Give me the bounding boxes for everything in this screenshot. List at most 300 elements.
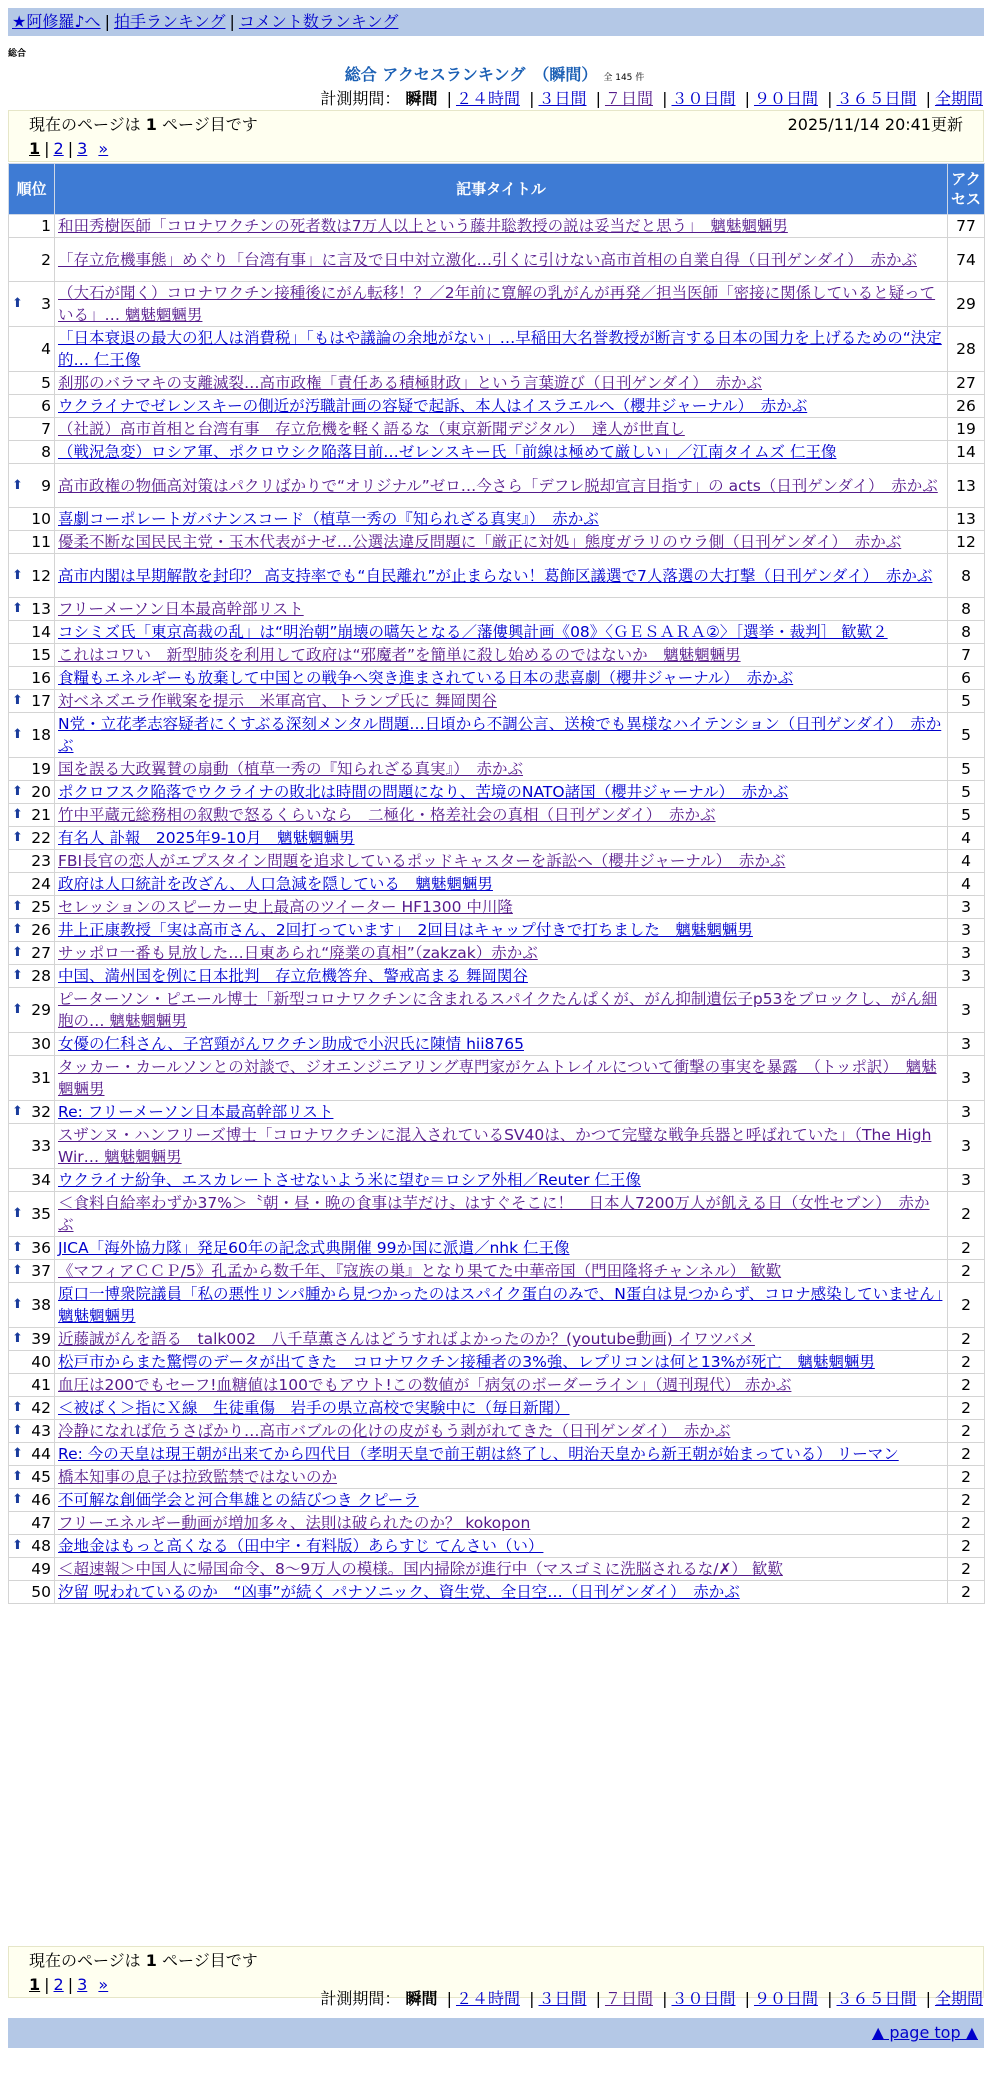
period-current: 瞬間 <box>405 89 438 108</box>
rank-cell <box>9 1260 55 1283</box>
article-title-link[interactable]: 井上正康教授「実は高市さん、2回打っています」 2回目はキャップ付きで打ちました 魑魅魍魎男 <box>58 921 753 939</box>
rank-cell <box>9 1420 55 1443</box>
title-cell <box>55 1124 948 1169</box>
rank-number: 1 <box>41 217 51 235</box>
rank-cell <box>9 1466 55 1489</box>
article-title-link[interactable]: 国を誤る大政翼賛の扇動（植草一秀の『知られざる真実』） 赤かぶ <box>58 760 524 778</box>
article-title-link[interactable]: 橋本知事の息子は拉致監禁ではないのか <box>58 1468 338 1486</box>
rank-number: 41 <box>31 1376 51 1394</box>
article-title-link[interactable]: フリーメーソン日本最高幹部リスト <box>58 600 304 618</box>
access-count: 2 <box>948 1512 985 1535</box>
rank-up-icon: ⬆ <box>12 1400 23 1415</box>
rank-cell <box>9 713 55 758</box>
title-cell <box>55 418 948 441</box>
pager-top: 現在のページは 1 ページ目です 2025/11/14 20:41更新 1 | 2 | 3 » <box>8 110 984 162</box>
article-title-link[interactable]: N党・立花孝志容疑者にくすぶる深刻メンタル問題…日頃から不調公言、送検でも異様なハイテンション（日刊ゲンダイ） 赤かぶ <box>58 715 942 755</box>
article-title-link[interactable]: ポクロフスク陥落でウクライナの敗北は時間の問題になり、苦境のNATO諸国（櫻井ジャーナル） 赤かぶ <box>58 783 789 801</box>
title-cell <box>55 464 948 508</box>
period-365d-link[interactable]: ３６５日間 <box>836 1989 917 2008</box>
access-count: 2 <box>948 1260 985 1283</box>
article-title-link[interactable]: （大石が聞く）コロナワクチン接種後にがん転移！？／2年前に寛解の乳がんが再発／担当医師「密接に関係していると疑っている」… 魑魅魍魎男 <box>58 284 936 324</box>
title-cell <box>55 1237 948 1260</box>
table-row <box>9 1489 985 1512</box>
rank-number: 6 <box>41 397 51 415</box>
article-title-link[interactable]: 不可解な創価学会と河合隼雄との結びつき クピーラ <box>58 1491 419 1509</box>
access-count: 5 <box>948 713 985 758</box>
page-top-link[interactable]: ▲ page top ▲ <box>871 2023 978 2042</box>
article-title-link[interactable]: タッカー・カールソンとの対談で、ジオエンジニアリング専門家がケムトレイルについて衝撃の事実を暴露 （トッポ訳） 魑魅魍魎男 <box>58 1058 937 1098</box>
rank-up-icon: ⬆ <box>12 693 23 708</box>
article-title-link[interactable]: 優柔不断な国民民主党・玉木代表がナゼ…公選法違反問題に「厳正に対処」態度ガラリのウラ側（日刊ゲンダイ） 赤かぶ <box>58 533 902 551</box>
article-title-link[interactable]: 中国、満州国を例に日本批判 存立危機答弁、警戒高まる 舞岡関谷 <box>58 967 528 985</box>
rank-cell <box>9 238 55 282</box>
article-title-link[interactable]: 金地金はもっと高くなる（田中宇・有料版）あらすじ てんさい（い） <box>58 1537 544 1555</box>
table-row <box>9 827 985 850</box>
access-count: 5 <box>948 781 985 804</box>
rank-number: 11 <box>31 533 51 551</box>
article-title-link[interactable]: フリーエネルギー動画が増加多々、法則は破られたのか？ kokopon <box>58 1514 531 1532</box>
table-row <box>9 781 985 804</box>
rank-number: 16 <box>31 669 51 687</box>
rank-cell <box>9 690 55 713</box>
rank-cell <box>9 873 55 896</box>
item-count: 全 145 件 <box>603 73 645 83</box>
period-current: 瞬間 <box>405 1989 438 2008</box>
page-1-current: 1 <box>29 1975 41 1994</box>
rank-cell <box>9 372 55 395</box>
rank-up-icon: ⬆ <box>12 968 23 983</box>
rank-up-icon: ⬆ <box>12 477 23 493</box>
rank-number: 38 <box>31 1296 51 1314</box>
rank-cell <box>9 1169 55 1192</box>
rank-cell <box>9 441 55 464</box>
article-title-link[interactable]: ウクライナ紛争、エスカレートさせないよう米に望む＝ロシア外相／Reuter 仁王像 <box>58 1171 641 1189</box>
title-cell <box>55 1535 948 1558</box>
rank-number: 31 <box>31 1069 51 1087</box>
rank-up-icon: ⬆ <box>12 1002 23 1017</box>
rank-number: 21 <box>31 806 51 824</box>
article-title-link[interactable]: FBI長官の恋人がエプスタイン問題を追求しているポッドキャスターを訴訟へ（櫻井ジャーナル） 赤かぶ <box>58 852 786 870</box>
article-title-link[interactable]: 近藤誠がんを語る talk002 八千草薫さんはどうすればよかったのか？(youtube動画) イワツバメ <box>58 1330 755 1348</box>
rank-cell <box>9 1581 55 1604</box>
table-row <box>9 1124 985 1169</box>
access-count: 8 <box>948 598 985 621</box>
article-title-link[interactable]: 冷静になれば危うさばかり…高市バブルの化けの皮がもう剥がれてきた（日刊ゲンダイ） 赤かぶ <box>58 1422 731 1440</box>
rank-number: 36 <box>31 1239 51 1257</box>
rank-cell <box>9 464 55 508</box>
rank-number: 26 <box>31 921 51 939</box>
article-title-link[interactable]: これはコワい 新型肺炎を利用して政府は“邪魔者”を簡単に殺し始めるのではないか 魑魅魍魎男 <box>58 646 741 664</box>
rank-cell <box>9 1512 55 1535</box>
rank-number: 50 <box>31 1583 51 1601</box>
period-24h-link[interactable]: ２４時間 <box>455 89 520 108</box>
title-cell <box>55 781 948 804</box>
access-count: 4 <box>948 850 985 873</box>
col-rank-header: 順位 <box>9 164 55 215</box>
article-title-link[interactable]: 高市内閣は早期解散を封印？ 高支持率でも“自民離れ”が止まらない！葛飾区議選で7人落選の大打撃（日刊ゲンダイ） 赤かぶ <box>58 566 933 585</box>
category-label: 総合 <box>8 49 27 59</box>
separator: | <box>104 12 110 31</box>
table-row <box>9 621 985 644</box>
rank-cell <box>9 1558 55 1581</box>
rank-up-icon: ⬆ <box>12 727 23 742</box>
title-cell <box>55 873 948 896</box>
rank-number: 19 <box>31 760 51 778</box>
rank-number: 39 <box>31 1330 51 1348</box>
col-access-header: アクセス <box>948 164 985 215</box>
next-page-link[interactable]: » <box>98 139 109 158</box>
rank-number: 12 <box>31 566 51 585</box>
rank-number: 9 <box>41 476 51 495</box>
period-90d-link[interactable]: ９０日間 <box>753 1989 818 2008</box>
rank-up-icon: ⬆ <box>12 1240 23 1255</box>
rank-cell <box>9 1056 55 1101</box>
article-title-link[interactable]: 血圧は200でもセーフ!血糖値は100でもアウト!この数値が「病気のボーダーライン」（週刊現代） 赤かぶ <box>58 1376 792 1394</box>
period-365d-link[interactable]: ３６５日間 <box>836 89 917 108</box>
ranking-table <box>8 163 985 1604</box>
rank-cell <box>9 644 55 667</box>
page-3-link[interactable]: 3 <box>77 1975 88 1994</box>
table-row <box>9 850 985 873</box>
rank-cell <box>9 1351 55 1374</box>
access-count: 2 <box>948 1581 985 1604</box>
access-count: 4 <box>948 873 985 896</box>
page-3-link[interactable]: 3 <box>77 139 88 158</box>
rank-up-icon: ⬆ <box>12 1263 23 1278</box>
access-count: 5 <box>948 758 985 781</box>
access-count: 7 <box>948 644 985 667</box>
period-3d-link[interactable]: ３日間 <box>538 89 587 108</box>
period-30d-link[interactable]: ３０日間 <box>671 89 736 108</box>
article-title-link[interactable]: セレッションのスピーカー史上最高のツイーター HF1300 中川隆 <box>58 898 513 916</box>
article-title-link[interactable]: 有名人 訃報 2025年9-10月 魑魅魍魎男 <box>58 829 355 847</box>
title-cell <box>55 282 948 327</box>
rank-cell <box>9 988 55 1033</box>
table-row <box>9 1351 985 1374</box>
article-title-link[interactable]: ウクライナでゼレンスキーの側近が汚職計画の容疑で起訴、本人はイスラエルへ（櫻井ジャーナル） 赤かぶ <box>58 397 808 415</box>
rank-number: 47 <box>31 1514 51 1532</box>
period-24h-link[interactable]: ２４時間 <box>455 1989 520 2008</box>
article-title-link[interactable]: 「存立危機事態」めぐり「台湾有事」に言及で日中対立激化…引くに引けない高市首相の自業自得（日刊ゲンダイ） 赤かぶ <box>58 250 918 269</box>
rank-number: 15 <box>31 646 51 664</box>
title-cell <box>55 1558 948 1581</box>
rank-up-icon: ⬆ <box>12 1104 23 1119</box>
access-count: 26 <box>948 395 985 418</box>
rank-number: 33 <box>31 1137 51 1155</box>
access-count: 2 <box>948 1397 985 1420</box>
rank-up-icon: ⬆ <box>12 784 23 799</box>
separator: | <box>229 12 235 31</box>
pager-bottom: 現在のページは 1 ページ目です 1 | 2 | 3 » <box>8 1946 984 1998</box>
period-7d-link[interactable]: ７日間 <box>604 1989 653 2008</box>
col-title-header: 記事タイトル <box>55 164 948 215</box>
access-count: 2 <box>948 1351 985 1374</box>
period-7d-link[interactable]: ７日間 <box>604 89 653 108</box>
article-title-link[interactable]: 《マフィアＣＣＰ/5》孔孟から数千年、『寇族の巣』となり果てた中華帝国（門田隆将チャンネル） 歓歎 <box>58 1262 782 1280</box>
article-title-link[interactable]: 原口一博衆院議員「私の悪性リンパ腫から見つかったのはスパイク蛋白のみで、N蛋白は見つからず、コロナ感染していません」魑魅魍魎男 <box>58 1285 943 1325</box>
rank-up-icon: ⬆ <box>12 567 23 583</box>
article-title-link[interactable]: Re: フリーメーソン日本最高幹部リスト <box>58 1103 334 1121</box>
rank-number: 28 <box>31 967 51 985</box>
table-row <box>9 1581 985 1604</box>
rank-cell <box>9 827 55 850</box>
rank-cell <box>9 418 55 441</box>
rank-number: 43 <box>31 1422 51 1440</box>
rank-cell <box>9 804 55 827</box>
access-count: 77 <box>948 215 985 238</box>
rank-number: 48 <box>31 1537 51 1555</box>
rank-number: 25 <box>31 898 51 916</box>
rank-up-icon: ⬆ <box>12 945 23 960</box>
article-title-link[interactable]: （戦況急変）ロシア軍、ポクロウシク陥落目前…ゼレンスキー氏「前線は極めて厳しい」／江南タイムズ 仁王像 <box>58 443 837 461</box>
article-title-link[interactable]: 「日本衰退の最大の犯人は消費税」「もはや議論の余地がない」…早稲田大名誉教授が断言する日本の国力を上げるための“決定的… 仁王像 <box>58 329 942 369</box>
rank-number: 42 <box>31 1399 51 1417</box>
access-count: 19 <box>948 418 985 441</box>
table-row <box>9 942 985 965</box>
access-count: 2 <box>948 1420 985 1443</box>
page-2-link[interactable]: 2 <box>53 139 64 158</box>
title-cell <box>55 644 948 667</box>
table-row <box>9 395 985 418</box>
table-row <box>9 508 985 531</box>
rank-number: 18 <box>31 726 51 744</box>
rank-cell <box>9 554 55 598</box>
article-title-link[interactable]: サッポロ一番も見放した…日東あられ“廃業の真相”（zakzak）赤かぶ <box>58 944 538 962</box>
access-count: 3 <box>948 965 985 988</box>
rank-up-icon: ⬆ <box>12 1492 23 1507</box>
rank-cell <box>9 758 55 781</box>
rank-number: 46 <box>31 1491 51 1509</box>
article-title-link[interactable]: 竹中平蔵元総務相の叙勲で怒るくらいなら 二極化・格差社会の真相（日刊ゲンダイ） 赤かぶ <box>58 806 716 824</box>
article-title-link[interactable]: ピーターソン・ピエール博士「新型コロナワクチンに含まれるスパイクたんぱくが、がん抑制遺伝子p53をブロックし、がん細胞の… 魑魅魍魎男 <box>58 990 938 1030</box>
title-cell <box>55 850 948 873</box>
article-title-link[interactable]: コシミズ氏「東京高裁の乱」は“明治朝”崩壊の嚆矢となる／藩僂興計画《08》〈ＧＥＳＡＲＡ②〉［選挙・裁判］ 歓歎２ <box>58 623 888 641</box>
rank-cell <box>9 850 55 873</box>
article-title-link[interactable]: 女優の仁科さん、子宮頸がんワクチン助成で小沢氏に陳情 hii8765 <box>58 1035 524 1053</box>
rank-up-icon: ⬆ <box>12 1469 23 1484</box>
article-title-link[interactable]: Re: 今の天皇は現王朝が出来てから四代目（孝明天皇で前王朝は終了し、明治天皇から新王朝が始まっている） リーマン <box>58 1445 899 1463</box>
title-cell <box>55 896 948 919</box>
access-count: 2 <box>948 1535 985 1558</box>
clap-ranking-link[interactable]: 拍手ランキング <box>113 12 226 31</box>
access-count: 28 <box>948 327 985 372</box>
table-row <box>9 1192 985 1237</box>
rank-up-icon: ⬆ <box>12 922 23 937</box>
article-title-link[interactable]: ＜食料自給率わずか37%＞〝朝・昼・晩の食事は芋だけ〟はすぐそこに！ 日本人7200万人が飢える日（女性セブン） 赤かぶ <box>58 1194 930 1234</box>
title-cell <box>55 1397 948 1420</box>
rank-cell <box>9 942 55 965</box>
table-row <box>9 758 985 781</box>
rank-cell <box>9 1489 55 1512</box>
article-title-link[interactable]: 松戸市からまた驚愕のデータが出てきた コロナワクチン接種者の3%強、レプリコンは何と13%が死亡 魑魅魍魎男 <box>58 1353 875 1371</box>
article-title-link[interactable]: 対ベネズエラ作戦案を提示 米軍高官、トランプ氏に 舞岡関谷 <box>58 692 497 710</box>
access-count: 13 <box>948 464 985 508</box>
home-link[interactable]: ★阿修羅♪へ <box>12 12 101 31</box>
current-page-text: 現在のページは 1 ページ目です <box>29 115 258 134</box>
rank-cell <box>9 327 55 372</box>
period-30d-link[interactable]: ３０日間 <box>671 1989 736 2008</box>
access-count: 3 <box>948 1033 985 1056</box>
rank-number: 5 <box>41 374 51 392</box>
title-cell <box>55 1101 948 1124</box>
table-row <box>9 441 985 464</box>
rank-number: 23 <box>31 852 51 870</box>
rank-number: 20 <box>31 783 51 801</box>
title-cell <box>55 238 948 282</box>
article-title-link[interactable]: 高市政権の物価高対策はパクリばかりで“オリジナル”ゼロ…今さら「デフレ脱却宣言目指す」の acts（日刊ゲンダイ） 赤かぶ <box>58 476 938 495</box>
title-cell <box>55 327 948 372</box>
rank-cell <box>9 1237 55 1260</box>
access-count: 2 <box>948 1192 985 1237</box>
title-cell <box>55 1351 948 1374</box>
table-row <box>9 598 985 621</box>
comment-ranking-link[interactable]: コメント数ランキング <box>238 12 399 31</box>
table-row <box>9 1283 985 1328</box>
table-row <box>9 804 985 827</box>
table-row <box>9 644 985 667</box>
rank-cell <box>9 1535 55 1558</box>
top-nav-bar <box>8 8 984 36</box>
rank-up-icon: ⬆ <box>12 807 23 822</box>
access-count: 3 <box>948 919 985 942</box>
title-cell <box>55 713 948 758</box>
title-cell <box>55 554 948 598</box>
table-row <box>9 327 985 372</box>
period-90d-link[interactable]: ９０日間 <box>753 89 818 108</box>
access-count: 3 <box>948 1169 985 1192</box>
rank-number: 4 <box>41 340 51 358</box>
rank-up-icon: ⬆ <box>12 1423 23 1438</box>
table-row <box>9 965 985 988</box>
table-row <box>9 1328 985 1351</box>
title-cell <box>55 919 948 942</box>
title-cell <box>55 372 948 395</box>
rank-number: 45 <box>31 1468 51 1486</box>
rank-number: 8 <box>41 443 51 461</box>
title-cell <box>55 1581 948 1604</box>
table-row <box>9 1169 985 1192</box>
article-title-link[interactable]: 刹那のバラマキの支離滅裂…高市政権「責任ある積極財政」という言葉遊び（日刊ゲンダイ） 赤かぶ <box>58 374 763 392</box>
page-2-link[interactable]: 2 <box>53 1975 64 1994</box>
title-cell <box>55 215 948 238</box>
period-all-link[interactable]: 全期間 <box>934 89 983 108</box>
article-title-link[interactable]: ＜被ばく＞指にＸ線 生徒重傷 岩手の県立高校で実験中に（毎日新聞） <box>58 1399 570 1417</box>
title-cell <box>55 441 948 464</box>
access-count: 2 <box>948 1237 985 1260</box>
table-row <box>9 1535 985 1558</box>
title-cell <box>55 1260 948 1283</box>
title-cell <box>55 942 948 965</box>
rank-number: 24 <box>31 875 51 893</box>
article-title-link[interactable]: スザンヌ・ハンフリーズ博士「コロナワクチンに混入されているSV40は、かつて完璧な戦争兵器と呼ばれていた」（The HighWir… 魑魅魍魎男 <box>58 1126 932 1166</box>
rank-number: 32 <box>31 1103 51 1121</box>
table-row <box>9 873 985 896</box>
table-row <box>9 988 985 1033</box>
rank-number: 44 <box>31 1445 51 1463</box>
page-1-current: 1 <box>29 139 41 158</box>
rank-up-icon: ⬆ <box>12 1446 23 1461</box>
access-count: 2 <box>948 1283 985 1328</box>
access-count: 3 <box>948 988 985 1033</box>
table-row <box>9 464 985 508</box>
article-title-link[interactable]: 政府は人口統計を改ざん、人口急減を隠している 魑魅魍魎男 <box>58 875 493 893</box>
access-count: 2 <box>948 1466 985 1489</box>
rank-number: 2 <box>41 250 51 269</box>
article-title-link[interactable]: JICA「海外協力隊」発足60年の記念式典開催 99か国に派遣／nhk 仁王像 <box>58 1239 570 1257</box>
next-page-link[interactable]: » <box>98 1975 109 1994</box>
rank-number: 22 <box>31 829 51 847</box>
title-cell <box>55 1192 948 1237</box>
access-count: 29 <box>948 282 985 327</box>
rank-number: 40 <box>31 1353 51 1371</box>
table-row <box>9 1443 985 1466</box>
access-count: 6 <box>948 667 985 690</box>
ranking-rows <box>9 215 985 1604</box>
article-title-link[interactable]: 和田秀樹医師「コロナワクチンの死者数は7万人以上という藤井聡教授の説は妥当だと思う」 魑魅魍魎男 <box>58 217 788 235</box>
rank-cell <box>9 667 55 690</box>
period-selector-bottom: 計測期間： 瞬間 | ２４時間 | ３日間 | ７日間 | ３０日間 | ９０日間 | ３６５日間 | 全期間 <box>320 1989 983 2008</box>
table-row <box>9 418 985 441</box>
updated-timestamp: 2025/11/14 20:41更新 <box>787 115 963 134</box>
article-title-link[interactable]: 喜劇コーポレートガバナンスコード（植草一秀の『知られざる真実』） 赤かぶ <box>58 510 599 528</box>
rank-cell <box>9 896 55 919</box>
rank-number: 37 <box>31 1262 51 1280</box>
table-row <box>9 1397 985 1420</box>
title-cell <box>55 395 948 418</box>
access-count: 8 <box>948 621 985 644</box>
rank-number: 34 <box>31 1171 51 1189</box>
table-row <box>9 1260 985 1283</box>
access-count: 2 <box>948 1443 985 1466</box>
rank-cell <box>9 1397 55 1420</box>
access-count: 2 <box>948 1489 985 1512</box>
period-3d-link[interactable]: ３日間 <box>538 1989 587 2008</box>
table-row <box>9 1558 985 1581</box>
rank-cell <box>9 965 55 988</box>
rank-cell <box>9 781 55 804</box>
period-selector-top: 計測期間： 瞬間 | ２４時間 | ３日間 | ７日間 | ３０日間 | ９０日間 | ３６５日間 | 全期間 <box>320 89 983 108</box>
rank-number: 10 <box>31 510 51 528</box>
rank-cell <box>9 598 55 621</box>
rank-number: 30 <box>31 1035 51 1053</box>
article-title-link[interactable]: 食糧もエネルギーも放棄して中国との戦争へ突き進まされている日本の悲喜劇（櫻井ジャーナル） 赤かぶ <box>58 669 794 687</box>
rank-cell <box>9 1443 55 1466</box>
rank-number: 13 <box>31 600 51 618</box>
current-page-text: 現在のページは 1 ページ目です <box>29 1951 258 1970</box>
title-cell <box>55 1466 948 1489</box>
access-count: 5 <box>948 804 985 827</box>
title-cell <box>55 1512 948 1535</box>
title-cell <box>55 965 948 988</box>
rank-number: 27 <box>31 944 51 962</box>
article-title-link[interactable]: ＜超速報＞中国人に帰国命令、8〜9万人の模様。国内掃除が進行中（マスゴミに洗脳されるな/✗） 歓歎 <box>58 1560 783 1578</box>
rank-up-icon: ⬆ <box>12 601 23 616</box>
table-row <box>9 531 985 554</box>
title-cell <box>55 1489 948 1512</box>
rank-cell <box>9 395 55 418</box>
page-title <box>0 62 989 85</box>
rank-cell <box>9 1192 55 1237</box>
article-title-link[interactable]: 汐留 呪われているのか “凶事”が続く パナソニック、資生党、全日空…（日刊ゲンダイ） 赤かぶ <box>58 1583 740 1601</box>
period-all-link[interactable]: 全期間 <box>934 1989 983 2008</box>
title-cell <box>55 1056 948 1101</box>
table-row <box>9 1420 985 1443</box>
table-row <box>9 1512 985 1535</box>
rank-up-icon: ⬆ <box>12 296 23 311</box>
title-cell <box>55 598 948 621</box>
article-title-link[interactable]: （社説）高市首相と台湾有事 存立危機を軽く語るな（東京新聞デジタル） 達人が世直し <box>58 420 685 438</box>
rank-up-icon: ⬆ <box>12 1538 23 1553</box>
